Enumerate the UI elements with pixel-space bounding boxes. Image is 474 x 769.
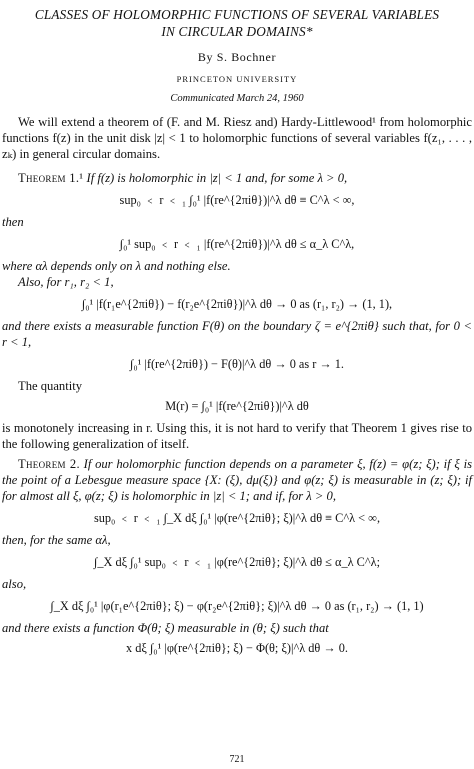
theorem-1-label: Theorem 1.¹ [18, 171, 84, 185]
also-for-clause: Also, for r₁, r₂ < 1, [18, 275, 114, 289]
then-same: then, for the same αλ, [2, 533, 111, 547]
monotone-paragraph: is monotonely increasing in r. Using this, it is not hard to verify that Theorem 1 gives rise to the following generalization of itself. [2, 421, 472, 451]
paper-page [0, 6, 474, 769]
theorem-2-label: Theorem 2. [18, 457, 80, 471]
equation-2: ∫₀¹ sup₀ ﹤ r ﹤ ₁ |f(re^{2πiθ})|^λ dθ ≤ α_λ C^λ, [119, 237, 355, 251]
exists-clause-2: and there exists a function Φ(θ; ξ) measurable in (θ; ξ) such that [2, 621, 329, 635]
equation-1: sup₀ ﹤ r ﹤ ₁ ∫₀¹ |f(re^{2πiθ})|^λ dθ ≡ C^λ < ∞, [119, 193, 355, 207]
page-number: 721 [229, 754, 245, 765]
equation-8: ∫_X dξ ∫₀¹ |φ(r₁e^{2πiθ}; ξ) − φ(r₂e^{2πiθ}; ξ)|^λ dθ → 0 as (r₁, r₂) → (1, 1) [50, 599, 424, 613]
exists-clause-1: and there exists a measurable function F(θ) on the boundary ζ = e^{2πiθ} such that, for 0 < r < 1, [2, 319, 472, 349]
where-clause: where αλ depends only on λ and nothing else. [2, 259, 231, 273]
theorem-1-text: If f(z) is holomorphic in |z| < 1 and, for some λ > 0, [86, 171, 348, 185]
quantity-text: The quantity [18, 379, 83, 393]
author: By S. Bochner [197, 50, 277, 64]
theorem-2 [2, 456, 472, 504]
equation-5: M(r) = ∫₀¹ |f(re^{2πiθ})|^λ dθ [165, 399, 309, 413]
equation-7: ∫_X dξ ∫₀¹ sup₀ ﹤ r ﹤ ₁ |φ(re^{2πiθ}; ξ)|^λ dθ ≤ α_λ C^λ; [93, 555, 380, 569]
theorem-2-text: If our holomorphic function depends on a parameter ξ, f(z) = φ(z; ξ); if ξ is the point of a Lebesgue measure space {X: (ξ), dμ(ξ)} and φ(z; ξ) is measurable in (z; ξ); if for almost all ξ, φ(z; ξ) is holomorphic in |z| < 1; and if, for λ > 0, [2, 457, 472, 503]
communicated-date: Communicated March 24, 1960 [170, 93, 304, 104]
equation-3: ∫₀¹ |f(r₁e^{2πiθ}) − f(r₂e^{2πiθ})|^λ dθ → 0 as (r₁, r₂) → (1, 1), [81, 297, 393, 311]
theorem-1 [2, 170, 472, 186]
intro-paragraph: We will extend a theorem of (F. and M. Riesz and) Hardy-Littlewood¹ from holomorphic functions f(z) in the unit disk |z| < 1 to holomorphic functions of several variables f(z₁, . . . , zₖ) in general circular domains. [2, 115, 472, 161]
title-line-2: IN CIRCULAR DOMAINS* [161, 24, 313, 39]
affiliation: PRINCETON UNIVERSITY [176, 74, 298, 84]
also-text: also, [2, 577, 27, 591]
equation-6: sup₀ ﹤ r ﹤ ₁ ∫_X dξ ∫₀¹ |φ(re^{2πiθ}; ξ)|^λ dθ ≡ C^λ < ∞, [93, 511, 381, 525]
title-line-1: CLASSES OF HOLOMORPHIC FUNCTIONS OF SEVERAL VARIABLES [34, 7, 440, 22]
equation-9: x dξ ∫₀¹ |φ(re^{2πiθ}; ξ) − Φ(θ; ξ)|^λ dθ → 0. [126, 641, 348, 655]
equation-4: ∫₀¹ |f(re^{2πiθ}) − F(θ)|^λ dθ → 0 as r → 1. [129, 357, 344, 371]
paper-title [0, 6, 474, 40]
then-1: then [2, 215, 24, 229]
